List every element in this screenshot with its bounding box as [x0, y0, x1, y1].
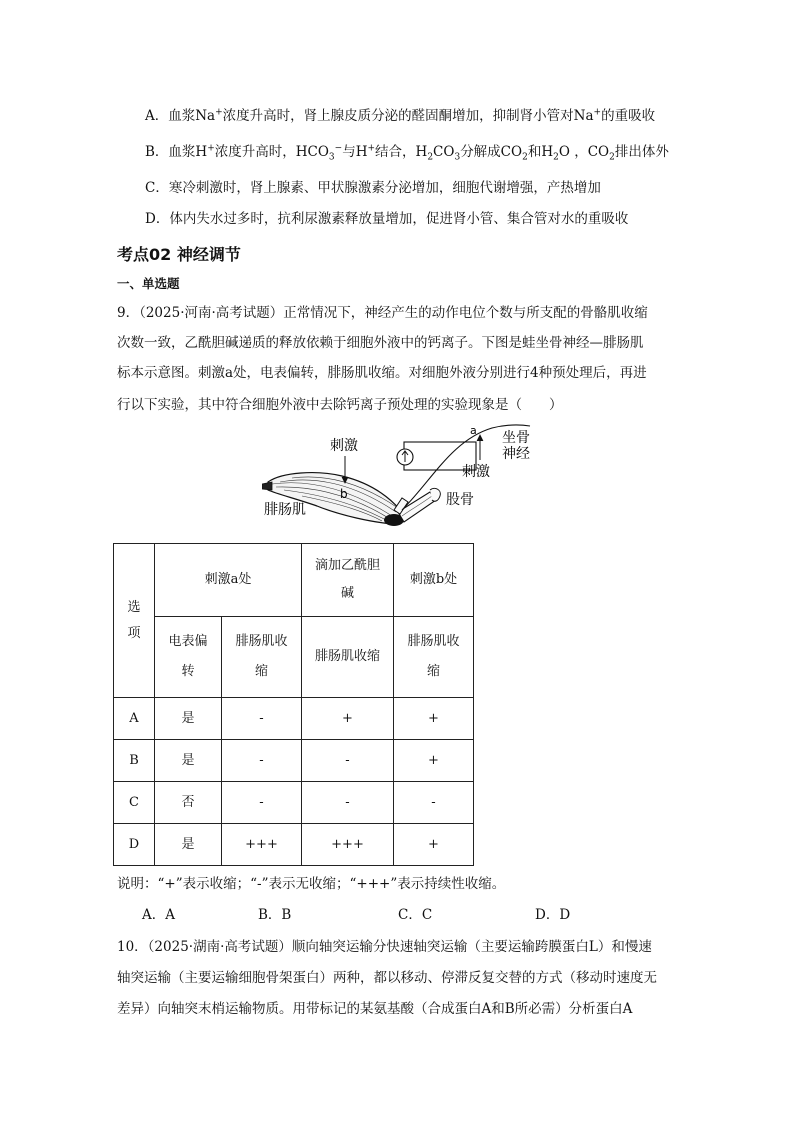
cell-meter: 否 [155, 782, 222, 824]
subheader-muscle-b: 腓肠肌收缩 [394, 617, 474, 698]
cell-option: C [114, 782, 155, 824]
cell-ach: - [302, 740, 394, 782]
cell-ach: - [302, 782, 394, 824]
label-nerve-1: 坐骨 [502, 430, 530, 446]
cell-meter: 是 [155, 740, 222, 782]
section-title: 考点02 神经调节 [117, 245, 241, 264]
choice-c[interactable]: C．C [398, 907, 433, 923]
label-a: a [470, 424, 477, 437]
label-b: b [340, 487, 348, 501]
cell-stim-b: + [394, 824, 474, 866]
table-row [114, 698, 474, 740]
label-muscle: 腓肠肌 [264, 502, 306, 518]
cell-option: A [114, 698, 155, 740]
q10-line-3: 差异）向轴突末梢运输物质。用带标记的某氨基酸（合成蛋白A和B所必需）分析蛋白A [117, 1001, 633, 1017]
cell-option: D [114, 824, 155, 866]
q8-option-d: D．体内失水过多时，抗利尿激素释放量增加，促进肾小管、集合管对水的重吸收 [145, 211, 629, 227]
cell-stim-a: +++ [222, 824, 302, 866]
choice-a[interactable]: A．A [142, 907, 175, 923]
cell-stim-a: - [222, 740, 302, 782]
table-row [114, 782, 474, 824]
cell-meter: 是 [155, 698, 222, 740]
table-row [114, 824, 474, 866]
choice-b[interactable]: B．B [258, 907, 292, 923]
cell-stim-a: - [222, 698, 302, 740]
header-ach: 滴加乙酰胆碱 [302, 544, 394, 617]
q10-line-1: 10．（2025·湖南·高考试题）顺向轴突运输分快速轴突运输（主要运输跨膜蛋白L）和慢速 [117, 939, 652, 955]
cell-stim-b: + [394, 698, 474, 740]
label-stimulate-b: 刺激 [330, 438, 358, 454]
cell-meter: 是 [155, 824, 222, 866]
options-table [113, 543, 474, 866]
cell-ach: + [302, 698, 394, 740]
subheader-muscle-a: 腓肠肌收缩 [222, 617, 302, 698]
table-row [114, 740, 474, 782]
cell-stim-a: - [222, 782, 302, 824]
q9-line-1: 9．（2025·河南·高考试题）正常情况下，神经产生的动作电位个数与所支配的骨骼肌收缩 [117, 305, 648, 321]
q9-line-4: 行以下实验，其中符合细胞外液中去除钙离子预处理的实验现象是（ ） [117, 397, 563, 413]
cell-stim-b: + [394, 740, 474, 782]
q9-line-2: 次数一致，乙酰胆碱递质的释放依赖于细胞外液中的钙离子。下图是蛙坐骨神经—腓肠肌 [117, 335, 644, 351]
header-stim-b: 刺激b处 [394, 544, 474, 617]
q8-option-b: B．血浆H+浓度升高时，$HCO_3^-$与H+结合，$H_2CO_3$分解成$CO_2$和$H_2O$ ，$CO_2$排出体外 [145, 143, 669, 163]
header-option: 选项 [114, 544, 155, 698]
label-nerve-2: 神经 [502, 446, 530, 462]
nerve-muscle-figure [262, 420, 542, 538]
label-stimulate-a: 刺激 [462, 464, 490, 480]
q8-option-c: C．寒冷刺激时，肾上腺素、甲状腺激素分泌增加，细胞代谢增强，产热增加 [145, 180, 601, 196]
subheader-meter: 电表偏转 [155, 617, 222, 698]
cell-stim-b: - [394, 782, 474, 824]
choice-d[interactable]: D．D [535, 907, 571, 923]
header-stim-a: 刺激a处 [155, 544, 302, 617]
table-note: 说明：“+”表示收缩；“-”表示无收缩；“+++”表示持续性收缩。 [117, 876, 506, 892]
subheader-muscle-ach: 腓肠肌收缩 [302, 617, 394, 698]
cell-ach: +++ [302, 824, 394, 866]
label-femur: 股骨 [446, 492, 474, 508]
q8-option-a: A．血浆Na+浓度升高时，肾上腺皮质分泌的醛固酮增加，抑制肾小管对Na+的重吸收 [145, 107, 656, 124]
q9-line-3: 标本示意图。刺激a处，电表偏转，腓肠肌收缩。对细胞外液分别进行4种预处理后，再进 [117, 365, 647, 381]
q10-line-2: 轴突运输（主要运输细胞骨架蛋白）两种，都以移动、停滞反复交替的方式（移动时速度无 [117, 970, 657, 986]
section-type: 一、单选题 [117, 276, 180, 291]
cell-option: B [114, 740, 155, 782]
